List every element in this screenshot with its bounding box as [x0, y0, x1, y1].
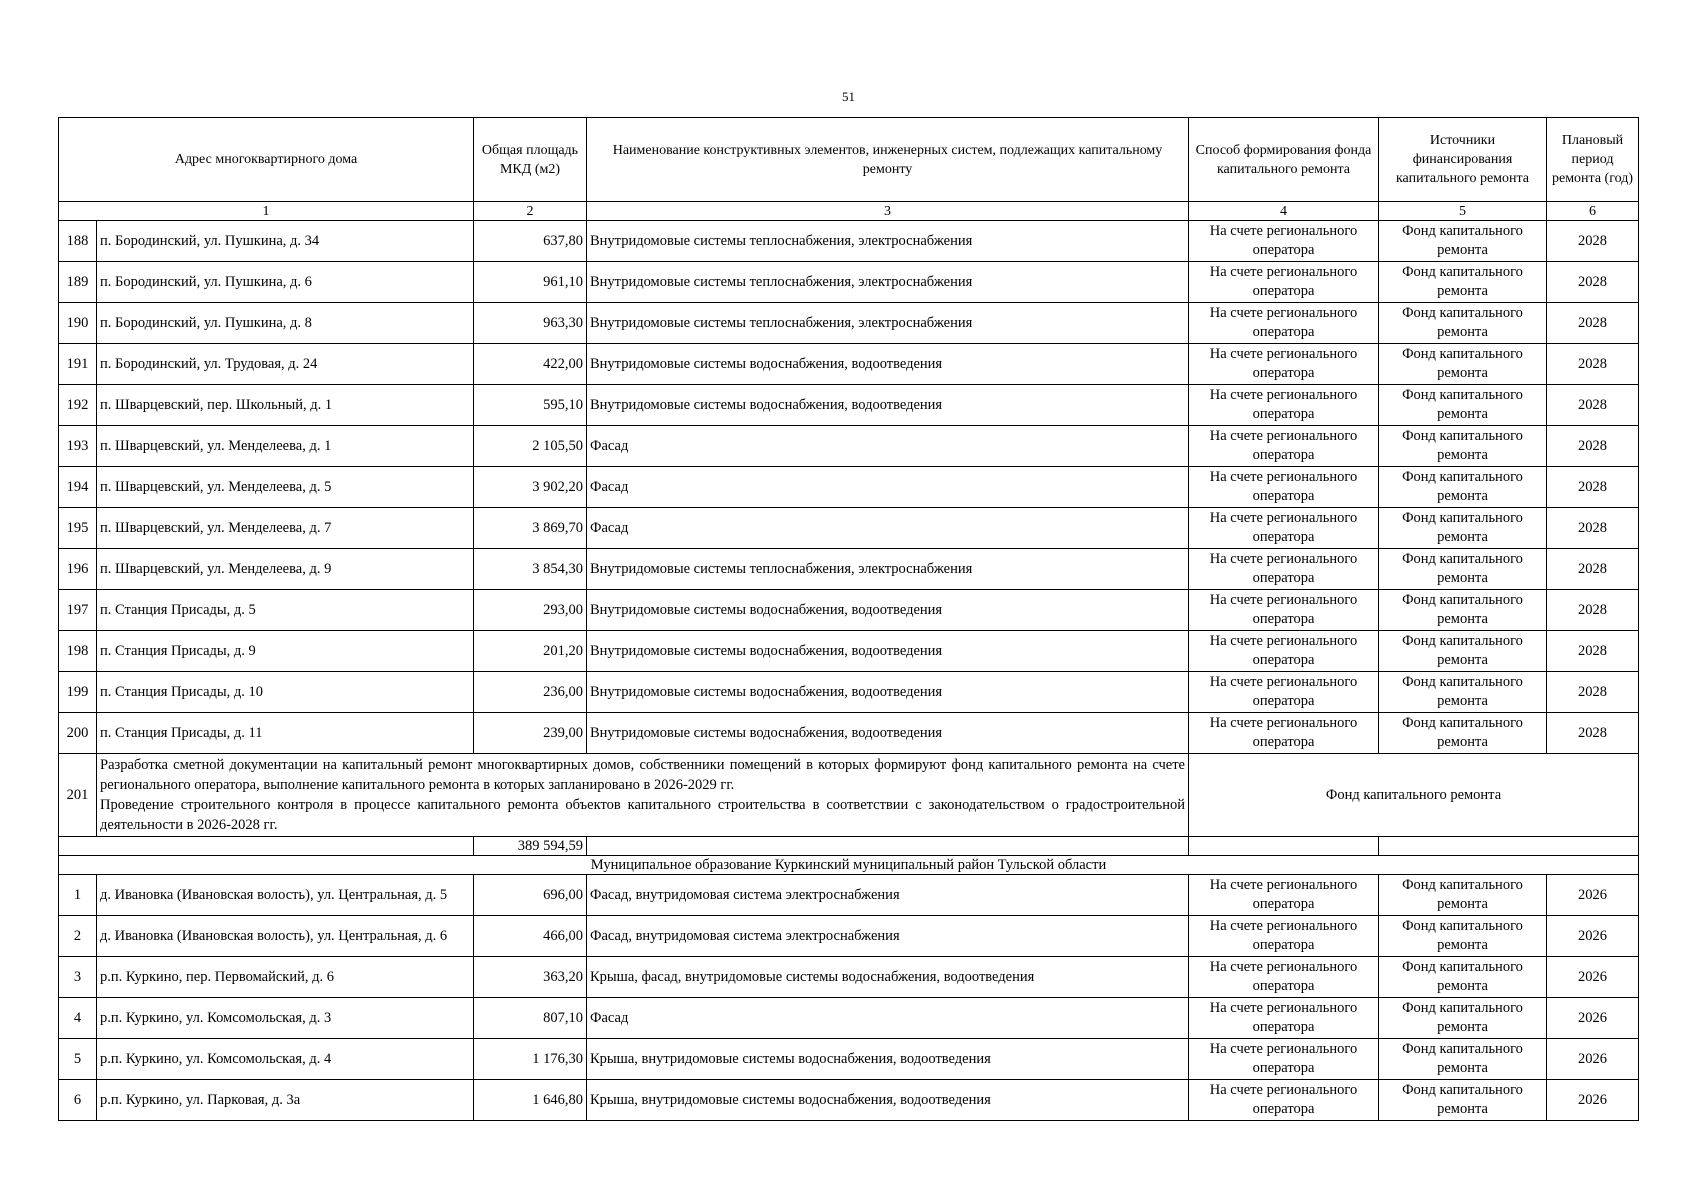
method-cell: На счете регионального оператора [1189, 998, 1379, 1039]
year-cell: 2028 [1547, 262, 1639, 303]
source-cell: Фонд капитального ремонта [1379, 1080, 1547, 1121]
address-cell: п. Шварцевский, ул. Менделеева, д. 5 [97, 467, 474, 508]
address-cell: п. Шварцевский, ул. Менделеева, д. 1 [97, 426, 474, 467]
year-cell: 2026 [1547, 1080, 1639, 1121]
method-cell: На счете регионального оператора [1189, 957, 1379, 998]
row-number: 3 [59, 957, 97, 998]
row-201-source: Фонд капитального ремонта [1189, 754, 1639, 837]
elements-cell: Внутридомовые системы теплоснабжения, электроснабжения [587, 221, 1189, 262]
source-cell: Фонд капитального ремонта [1379, 426, 1547, 467]
method-cell: На счете регионального оператора [1189, 262, 1379, 303]
source-cell: Фонд капитального ремонта [1379, 672, 1547, 713]
year-cell: 2026 [1547, 875, 1639, 916]
year-cell: 2026 [1547, 1039, 1639, 1080]
column-number: 5 [1379, 202, 1547, 221]
address-cell: п. Станция Присады, д. 10 [97, 672, 474, 713]
row-number: 6 [59, 1080, 97, 1121]
address-cell: р.п. Куркино, ул. Комсомольская, д. 4 [97, 1039, 474, 1080]
table-row [59, 631, 1639, 672]
source-cell: Фонд капитального ремонта [1379, 262, 1547, 303]
row-number: 194 [59, 467, 97, 508]
year-cell: 2028 [1547, 467, 1639, 508]
column-number: 4 [1189, 202, 1379, 221]
header-method: Способ формирования фонда капитального ремонта [1189, 118, 1379, 202]
area-cell: 961,10 [474, 262, 587, 303]
elements-cell: Крыша, внутридомовые системы водоснабжения, водоотведения [587, 1080, 1189, 1121]
page-number: 51 [842, 89, 855, 104]
elements-cell: Крыша, внутридомовые системы водоснабжения, водоотведения [587, 1039, 1189, 1080]
year-cell: 2028 [1547, 590, 1639, 631]
source-cell: Фонд капитального ремонта [1379, 713, 1547, 754]
row-number: 190 [59, 303, 97, 344]
header-period: Плановый период ремонта (год) [1547, 118, 1639, 202]
method-cell: На счете регионального оператора [1189, 1080, 1379, 1121]
source-cell: Фонд капитального ремонта [1379, 590, 1547, 631]
method-cell: На счете регионального оператора [1189, 590, 1379, 631]
row-number: 193 [59, 426, 97, 467]
elements-cell: Фасад [587, 426, 1189, 467]
elements-cell: Фасад [587, 508, 1189, 549]
header-address: Адрес многоквартирного дома [59, 118, 474, 202]
address-cell: р.п. Куркино, ул. Парковая, д. 3а [97, 1080, 474, 1121]
year-cell: 2028 [1547, 631, 1639, 672]
section-row [59, 856, 1639, 875]
table-row [59, 508, 1639, 549]
method-cell: На счете регионального оператора [1189, 508, 1379, 549]
row-201-text-1: Разработка сметной документации на капитальный ремонт многоквартирных домов, собственники помещений в которых формируют фонд капитального ремонта на счете регионального оператора, выполнение капитального ремонта в которых запланировано в 2026-2029 гг. [100, 757, 1185, 793]
area-cell: 1 176,30 [474, 1039, 587, 1080]
elements-cell: Внутридомовые системы водоснабжения, водоотведения [587, 344, 1189, 385]
year-cell: 2028 [1547, 672, 1639, 713]
year-cell: 2026 [1547, 916, 1639, 957]
address-cell: п. Бородинский, ул. Пушкина, д. 34 [97, 221, 474, 262]
address-cell: п. Шварцевский, пер. Школьный, д. 1 [97, 385, 474, 426]
table-row [59, 998, 1639, 1039]
source-cell: Фонд капитального ремонта [1379, 467, 1547, 508]
area-cell: 3 869,70 [474, 508, 587, 549]
row-number: 189 [59, 262, 97, 303]
address-cell: п. Станция Присады, д. 9 [97, 631, 474, 672]
section-title: Муниципальное образование Куркинский муниципальный район Тульской области [59, 856, 1639, 875]
source-cell: Фонд капитального ремонта [1379, 998, 1547, 1039]
source-cell: Фонд капитального ремонта [1379, 385, 1547, 426]
year-cell: 2028 [1547, 385, 1639, 426]
area-cell: 363,20 [474, 957, 587, 998]
elements-cell: Внутридомовые системы водоснабжения, водоотведения [587, 590, 1189, 631]
area-cell: 1 646,80 [474, 1080, 587, 1121]
area-cell: 3 902,20 [474, 467, 587, 508]
year-cell: 2026 [1547, 957, 1639, 998]
table-row [59, 1080, 1639, 1121]
table-row [59, 672, 1639, 713]
row-201-description [97, 754, 1189, 837]
area-cell: 466,00 [474, 916, 587, 957]
method-cell: На счете регионального оператора [1189, 344, 1379, 385]
elements-cell: Внутридомовые системы теплоснабжения, электроснабжения [587, 303, 1189, 344]
header-row [59, 118, 1639, 202]
column-number: 6 [1547, 202, 1639, 221]
elements-cell: Внутридомовые системы водоснабжения, водоотведения [587, 713, 1189, 754]
table-row [59, 344, 1639, 385]
table-row [59, 1039, 1639, 1080]
area-cell: 236,00 [474, 672, 587, 713]
row-number: 196 [59, 549, 97, 590]
table-row [59, 385, 1639, 426]
source-cell: Фонд капитального ремонта [1379, 508, 1547, 549]
elements-cell: Внутридомовые системы водоснабжения, водоотведения [587, 631, 1189, 672]
header-area: Общая площадь МКД (м2) [474, 118, 587, 202]
column-numbers-row [59, 202, 1639, 221]
area-cell: 201,20 [474, 631, 587, 672]
elements-cell: Крыша, фасад, внутридомовые системы водоснабжения, водоотведения [587, 957, 1189, 998]
source-cell: Фонд капитального ремонта [1379, 875, 1547, 916]
source-cell: Фонд капитального ремонта [1379, 344, 1547, 385]
method-cell: На счете регионального оператора [1189, 467, 1379, 508]
address-cell: р.п. Куркино, ул. Комсомольская, д. 3 [97, 998, 474, 1039]
total-row [59, 837, 1639, 856]
area-cell: 637,80 [474, 221, 587, 262]
column-number: 2 [474, 202, 587, 221]
elements-cell: Внутридомовые системы теплоснабжения, электроснабжения [587, 262, 1189, 303]
address-cell: п. Станция Присады, д. 11 [97, 713, 474, 754]
year-cell: 2028 [1547, 426, 1639, 467]
address-cell: р.п. Куркино, пер. Первомайский, д. 6 [97, 957, 474, 998]
source-cell: Фонд капитального ремонта [1379, 957, 1547, 998]
row-number: 199 [59, 672, 97, 713]
area-cell: 595,10 [474, 385, 587, 426]
year-cell: 2028 [1547, 713, 1639, 754]
year-cell: 2028 [1547, 303, 1639, 344]
method-cell: На счете регионального оператора [1189, 916, 1379, 957]
source-cell: Фонд капитального ремонта [1379, 631, 1547, 672]
source-cell: Фонд капитального ремонта [1379, 221, 1547, 262]
capital-repair-table [58, 117, 1639, 1121]
year-cell: 2028 [1547, 344, 1639, 385]
area-cell: 239,00 [474, 713, 587, 754]
method-cell: На счете регионального оператора [1189, 631, 1379, 672]
table-row [59, 713, 1639, 754]
address-cell: д. Ивановка (Ивановская волость), ул. Центральная, д. 6 [97, 916, 474, 957]
row-number: 198 [59, 631, 97, 672]
year-cell: 2028 [1547, 508, 1639, 549]
area-cell: 696,00 [474, 875, 587, 916]
address-cell: п. Бородинский, ул. Пушкина, д. 6 [97, 262, 474, 303]
table-row-201 [59, 754, 1639, 837]
row-number: 5 [59, 1039, 97, 1080]
elements-cell: Внутридомовые системы водоснабжения, водоотведения [587, 385, 1189, 426]
row-number: 201 [59, 754, 97, 837]
table-row [59, 467, 1639, 508]
row-number: 1 [59, 875, 97, 916]
area-cell: 807,10 [474, 998, 587, 1039]
table-row [59, 303, 1639, 344]
method-cell: На счете регионального оператора [1189, 426, 1379, 467]
address-cell: п. Шварцевский, ул. Менделеева, д. 9 [97, 549, 474, 590]
source-cell: Фонд капитального ремонта [1379, 549, 1547, 590]
area-cell: 963,30 [474, 303, 587, 344]
area-cell: 2 105,50 [474, 426, 587, 467]
method-cell: На счете регионального оператора [1189, 1039, 1379, 1080]
source-cell: Фонд капитального ремонта [1379, 916, 1547, 957]
method-cell: На счете регионального оператора [1189, 221, 1379, 262]
table-row [59, 549, 1639, 590]
elements-cell: Фасад [587, 467, 1189, 508]
elements-cell: Фасад [587, 998, 1189, 1039]
table-row [59, 916, 1639, 957]
area-cell: 3 854,30 [474, 549, 587, 590]
row-number: 197 [59, 590, 97, 631]
table-row [59, 426, 1639, 467]
method-cell: На счете регионального оператора [1189, 303, 1379, 344]
method-cell: На счете регионального оператора [1189, 385, 1379, 426]
method-cell: На счете регионального оператора [1189, 875, 1379, 916]
source-cell: Фонд капитального ремонта [1379, 303, 1547, 344]
address-cell: п. Станция Присады, д. 5 [97, 590, 474, 631]
year-cell: 2028 [1547, 221, 1639, 262]
row-number: 188 [59, 221, 97, 262]
row-number: 192 [59, 385, 97, 426]
method-cell: На счете регионального оператора [1189, 672, 1379, 713]
method-cell: На счете регионального оператора [1189, 713, 1379, 754]
table-row [59, 875, 1639, 916]
address-cell: п. Бородинский, ул. Трудовая, д. 24 [97, 344, 474, 385]
method-cell: На счете регионального оператора [1189, 549, 1379, 590]
table-row [59, 221, 1639, 262]
table-row [59, 590, 1639, 631]
elements-cell: Фасад, внутридомовая система электроснабжения [587, 875, 1189, 916]
row-number: 2 [59, 916, 97, 957]
year-cell: 2028 [1547, 549, 1639, 590]
header-elements: Наименование конструктивных элементов, инженерных систем, подлежащих капитальному ремонту [587, 118, 1189, 202]
elements-cell: Фасад, внутридомовая система электроснабжения [587, 916, 1189, 957]
source-cell: Фонд капитального ремонта [1379, 1039, 1547, 1080]
area-cell: 422,00 [474, 344, 587, 385]
elements-cell: Внутридомовые системы теплоснабжения, электроснабжения [587, 549, 1189, 590]
column-number: 3 [587, 202, 1189, 221]
column-number: 1 [59, 202, 474, 221]
row-number: 191 [59, 344, 97, 385]
elements-cell: Внутридомовые системы водоснабжения, водоотведения [587, 672, 1189, 713]
table-row [59, 262, 1639, 303]
row-number: 195 [59, 508, 97, 549]
area-cell: 293,00 [474, 590, 587, 631]
row-number: 4 [59, 998, 97, 1039]
address-cell: п. Бородинский, ул. Пушкина, д. 8 [97, 303, 474, 344]
year-cell: 2026 [1547, 998, 1639, 1039]
header-source: Источники финансирования капитального ремонта [1379, 118, 1547, 202]
row-201-text-2: Проведение строительного контроля в процессе капитального ремонта объектов капитального строительства в соответствии с законодательством о градостроительной деятельности в 2026-2028 гг. [100, 797, 1185, 833]
address-cell: п. Шварцевский, ул. Менделеева, д. 7 [97, 508, 474, 549]
row-number: 200 [59, 713, 97, 754]
table-row [59, 957, 1639, 998]
total-area: 389 594,59 [474, 837, 587, 856]
address-cell: д. Ивановка (Ивановская волость), ул. Центральная, д. 5 [97, 875, 474, 916]
